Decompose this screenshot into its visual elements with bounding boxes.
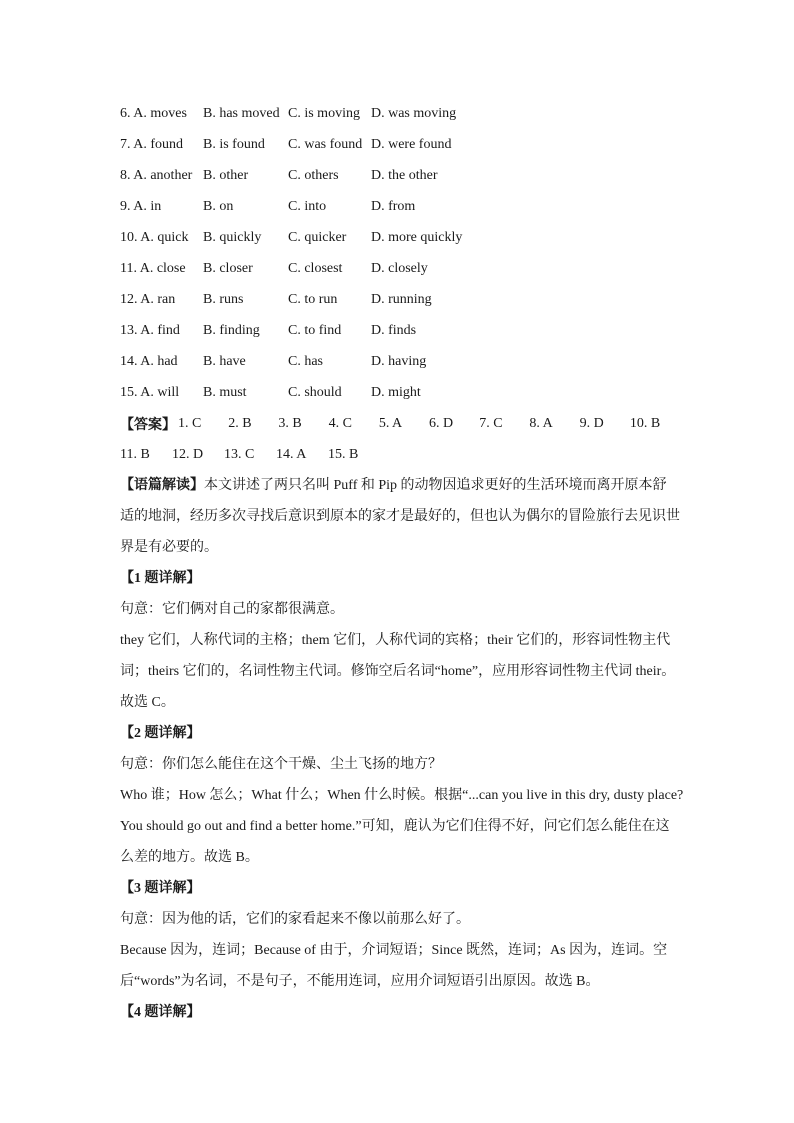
answer-item: 12. D (172, 446, 204, 462)
option-c: C. is moving (288, 105, 360, 121)
option-a: 6. A. moves (120, 105, 187, 121)
detail-line: 词；theirs 它们的，名词性物主代词。修饰空后名词“home”，应用形容词性物主代词 their。 (120, 664, 676, 679)
option-row (120, 377, 680, 408)
option-a: 10. A. quick (120, 229, 189, 245)
option-b: B. have (203, 353, 246, 369)
option-a: 11. A. close (120, 260, 186, 276)
option-a: 14. A. had (120, 353, 178, 369)
answer-item: 6. D (429, 415, 454, 431)
option-c: C. has (288, 353, 323, 369)
option-d: D. closely (371, 260, 428, 276)
option-c: C. others (288, 167, 339, 183)
answer-item: 7. C (479, 415, 503, 431)
options-list (120, 98, 680, 408)
option-a: 7. A. found (120, 136, 183, 152)
answer-item: 10. B (629, 415, 661, 431)
option-row (120, 160, 680, 191)
answer-item: 14. A (276, 446, 307, 462)
option-d: D. more quickly (371, 229, 463, 245)
detail-line: 句意：它们俩对自己的家都很满意。 (120, 602, 344, 617)
option-d: D. from (371, 198, 416, 214)
option-row (120, 98, 680, 129)
detail-line: Because 因为，连词；Because of 由于，介词短语；Since 既然，连词；As 因为，连词。空 (120, 943, 668, 958)
detail-section (120, 563, 680, 718)
answer-label: 【答案】 (120, 417, 176, 433)
option-b: B. on (203, 198, 234, 214)
option-a: 9. A. in (120, 198, 162, 214)
option-b: B. has moved (203, 105, 280, 121)
option-row (120, 191, 680, 222)
detail-line: 么差的地方。故选 B。 (120, 850, 259, 865)
option-a: 13. A. find (120, 322, 180, 338)
option-b: B. is found (203, 136, 265, 152)
interpretation-text: 本文讲述了两只名叫 Puff 和 Pip 的动物因追求更好的生活环境而离开原本舒 (204, 478, 667, 493)
option-c: C. to run (288, 291, 338, 307)
option-c: C. into (288, 198, 327, 214)
answer-item: 11. B (120, 446, 150, 462)
option-d: D. were found (371, 136, 452, 152)
answer-item: 3. B (278, 415, 302, 431)
detail-section (120, 997, 680, 1028)
option-d: D. might (371, 384, 421, 400)
option-b: B. must (203, 384, 247, 400)
option-c: C. was found (288, 136, 363, 152)
option-row (120, 315, 680, 346)
option-c: C. to find (288, 322, 342, 338)
answer-item: 4. C (328, 415, 352, 431)
interpretation-line: 适的地洞，经历多次寻找后意识到原本的家才是最好的，但也认为偶尔的冒险旅行去见识世 (120, 509, 680, 524)
option-d: D. the other (371, 167, 438, 183)
option-c: C. closest (288, 260, 343, 276)
detail-section (120, 718, 684, 873)
answer-row (120, 439, 680, 470)
option-d: D. having (371, 353, 427, 369)
option-b: B. closer (203, 260, 253, 276)
detail-line: 句意：你们怎么能住在这个干燥、尘土飞扬的地方？ (120, 757, 442, 772)
detail-heading: 【4 题详解】 (120, 1005, 201, 1020)
option-d: D. finds (371, 322, 417, 338)
option-d: D. running (371, 291, 432, 307)
interpretation-line: 界是有必要的。 (120, 540, 218, 555)
option-row (120, 346, 680, 377)
answer-item: 9. D (579, 415, 604, 431)
answer-item: 1. C (178, 415, 202, 431)
option-row (120, 253, 680, 284)
detail-line: 故选 C。 (120, 695, 175, 710)
answer-item: 15. B (328, 446, 359, 462)
detail-line: Who 谁；How 怎么；What 什么；When 什么时候。根据“...can you live in this dry, dusty place? (120, 788, 684, 803)
detail-section (120, 873, 680, 997)
detail-heading: 【3 题详解】 (120, 881, 201, 896)
answer-item: 5. A (378, 415, 403, 431)
option-a: 8. A. another (120, 167, 193, 183)
detail-heading: 【1 题详解】 (120, 571, 201, 586)
answer-item: 13. C (224, 446, 255, 462)
option-b: B. finding (203, 322, 260, 338)
option-a: 12. A. ran (120, 291, 176, 307)
option-c: C. quicker (288, 229, 347, 245)
document-content (120, 98, 684, 1028)
detail-line: 句意：因为他的话，它们的家看起来不像以前那么好了。 (120, 912, 470, 927)
option-b: B. other (203, 167, 249, 183)
option-a: 15. A. will (120, 384, 180, 400)
option-b: B. quickly (203, 229, 262, 245)
option-row (120, 284, 680, 315)
detail-line: 后“words”为名词，不是句子，不能用连词，应用介词短语引出原因。故选 B。 (120, 974, 600, 989)
answer-row (120, 408, 680, 439)
answer-item: 8. A (529, 415, 553, 431)
detail-line: You should go out and find a better home.”可知，鹿认为它们住得不好，问它们怎么能住在这 (120, 819, 670, 834)
option-b: B. runs (203, 291, 244, 307)
option-d: D. was moving (371, 105, 457, 121)
interpretation-section (120, 470, 680, 563)
option-row (120, 222, 680, 253)
interpretation-line (120, 470, 680, 501)
option-c: C. should (288, 384, 342, 400)
detail-line: they 它们，人称代词的主格；them 它们，人称代词的宾格；their 它们的，形容词性物主代 (120, 633, 671, 648)
interpretation-label: 【语篇解读】 (120, 478, 204, 493)
answer-item: 2. B (228, 415, 252, 431)
detail-heading: 【2 题详解】 (120, 726, 201, 741)
option-row (120, 129, 680, 160)
